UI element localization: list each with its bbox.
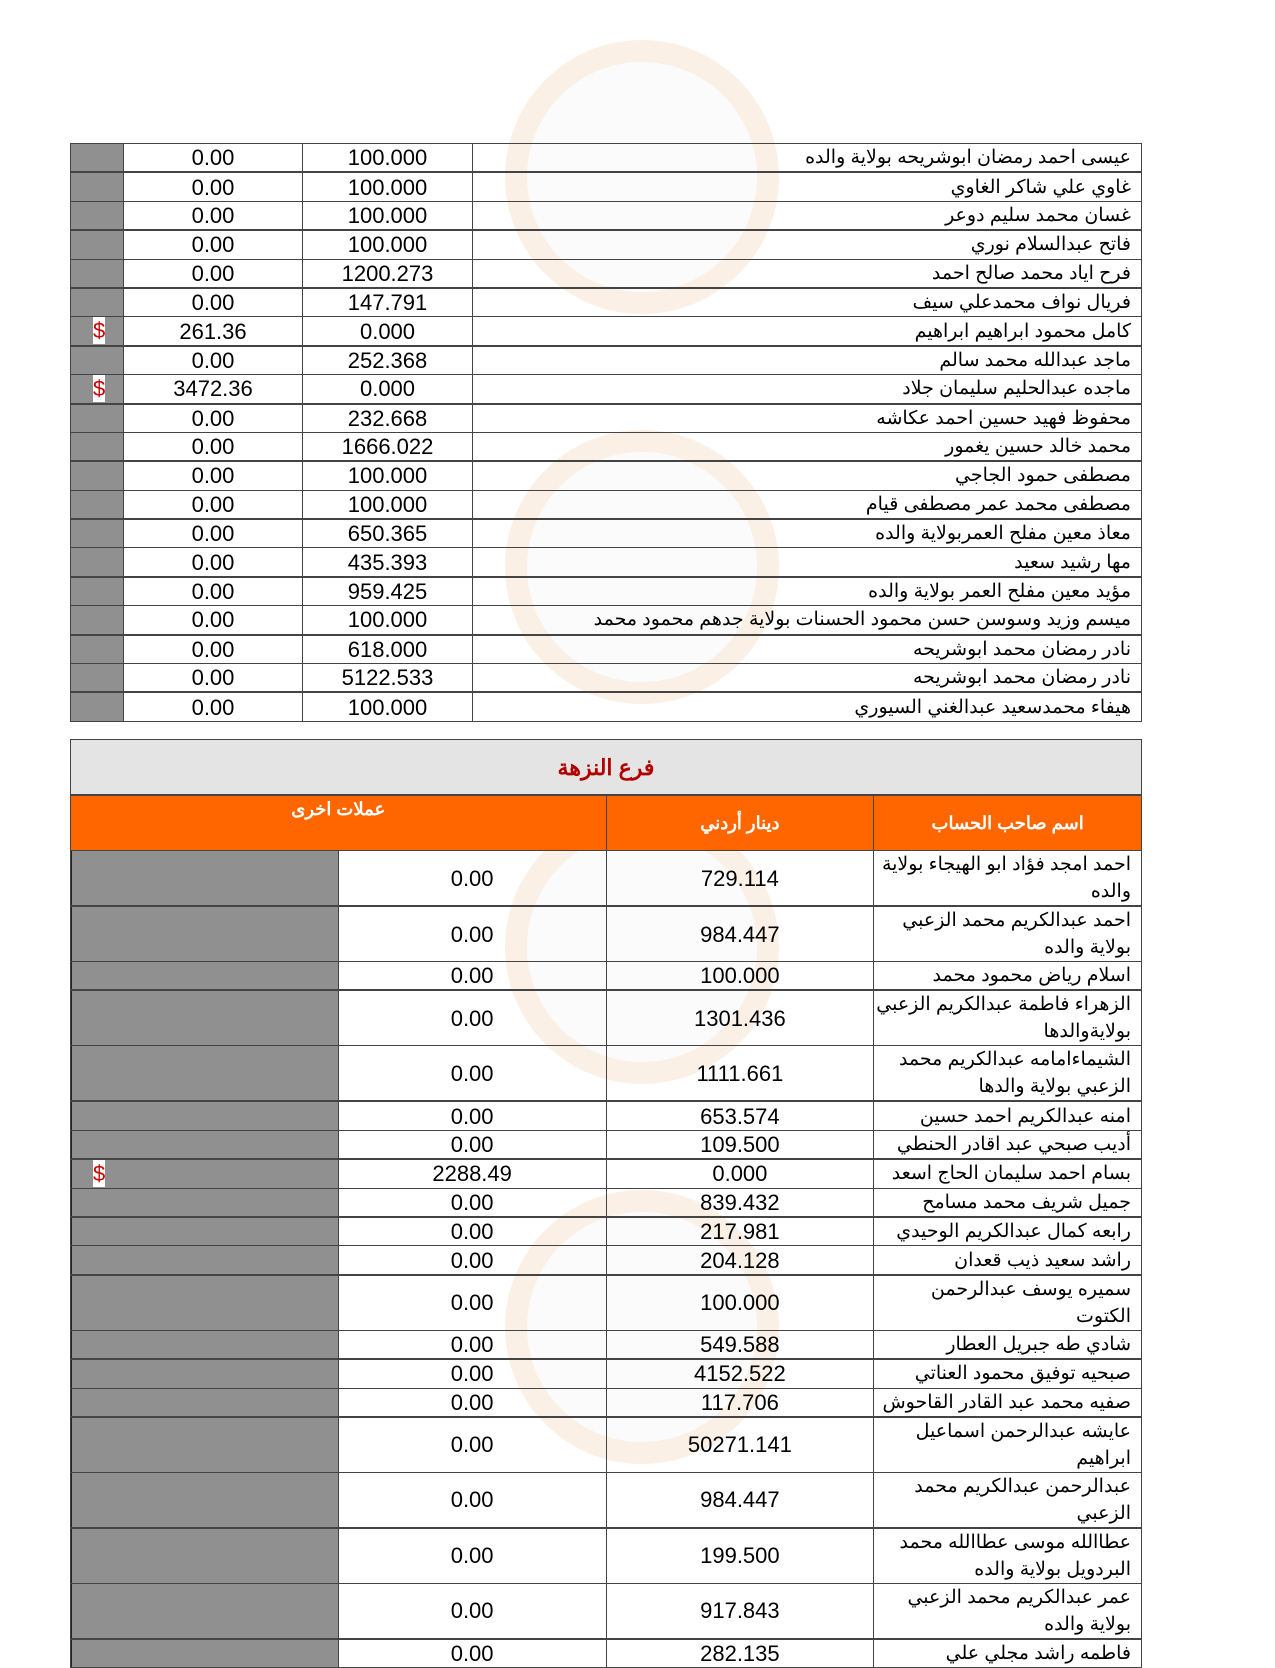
jod-amount: 653.574 xyxy=(606,1101,874,1130)
jod-amount: 984.447 xyxy=(606,1472,874,1528)
other-currency-amount: 261.36 xyxy=(124,317,303,346)
account-holder-name: مصطفى حمود الجاجي xyxy=(473,461,1142,490)
other-currency-amount: 0.00 xyxy=(124,664,303,693)
dollar-icon: $ xyxy=(93,376,106,402)
table-row xyxy=(71,1188,1142,1217)
accounts-table-1 xyxy=(70,143,1142,722)
row-marker xyxy=(71,288,124,317)
row-marker xyxy=(71,1130,339,1159)
jod-amount: 100.000 xyxy=(303,230,473,259)
other-currency-amount: 0.00 xyxy=(338,1528,606,1584)
table-row xyxy=(71,635,1142,664)
table-row xyxy=(71,519,1142,548)
account-holder-name: الشيماءامامه عبدالكريم محمد الزعبي بولاية والدها xyxy=(874,1046,1142,1102)
jod-amount: 4152.522 xyxy=(606,1359,874,1388)
jod-amount: 217.981 xyxy=(606,1217,874,1246)
table-row xyxy=(71,172,1142,201)
account-holder-name: جميل شريف محمد مسامح xyxy=(874,1188,1142,1217)
row-marker xyxy=(71,962,339,991)
jod-amount: 252.368 xyxy=(303,346,473,375)
account-holder-name: غسان محمد سليم دوعر xyxy=(473,201,1142,230)
account-holder-name: نادر رمضان محمد ابوشريحه xyxy=(473,635,1142,664)
table-row xyxy=(71,577,1142,606)
account-holder-name: رابعه كمال عبدالكريم الوحيدي xyxy=(874,1217,1142,1246)
row-marker xyxy=(71,906,339,962)
jod-amount: 282.135 xyxy=(606,1639,874,1668)
jod-amount: 147.791 xyxy=(303,288,473,317)
row-marker xyxy=(71,606,124,635)
row-marker xyxy=(71,432,124,461)
other-currency-amount: 0.00 xyxy=(338,962,606,991)
table-row xyxy=(71,1246,1142,1275)
row-marker xyxy=(71,144,124,173)
account-holder-name: راشد سعيد ذيب قعدان xyxy=(874,1246,1142,1275)
other-currency-amount: 0.00 xyxy=(338,1246,606,1275)
jod-amount: 618.000 xyxy=(303,635,473,664)
account-holder-name: عيسى احمد رمضان ابوشريحه بولاية والده xyxy=(473,144,1142,173)
table-row xyxy=(71,851,1142,907)
table-row xyxy=(71,962,1142,991)
jod-amount: 100.000 xyxy=(303,461,473,490)
table-row xyxy=(71,1359,1142,1388)
other-currency-amount: 0.00 xyxy=(124,144,303,173)
account-holder-name: نادر رمضان محمد ابوشريحه xyxy=(473,664,1142,693)
other-currency-amount: 0.00 xyxy=(338,1130,606,1159)
other-currency-amount: 0.00 xyxy=(338,1330,606,1359)
row-marker xyxy=(71,577,124,606)
row-marker xyxy=(71,201,124,230)
row-marker xyxy=(71,375,124,404)
table-row xyxy=(71,1130,1142,1159)
jod-amount: 1200.273 xyxy=(303,259,473,288)
account-holder-name: عمر عبدالكريم محمد الزعبي بولاية والده xyxy=(874,1583,1142,1639)
account-holder-name: شادي طه جبريل العطار xyxy=(874,1330,1142,1359)
account-holder-name: عايشه عبدالرحمن اسماعيل ابراهيم xyxy=(874,1417,1142,1473)
jod-amount: 199.500 xyxy=(606,1528,874,1584)
table-row xyxy=(71,548,1142,577)
row-marker xyxy=(71,1159,339,1188)
jod-amount: 204.128 xyxy=(606,1246,874,1275)
account-holder-name: سميره يوسف عبدالرحمن الكتوت xyxy=(874,1275,1142,1331)
table-row xyxy=(71,1472,1142,1528)
row-marker xyxy=(71,230,124,259)
header-account-name: اسم صاحب الحساب xyxy=(874,795,1142,851)
row-marker xyxy=(71,1101,339,1130)
table-row xyxy=(71,1388,1142,1417)
other-currency-amount: 0.00 xyxy=(124,577,303,606)
row-marker xyxy=(71,664,124,693)
table-row xyxy=(71,1583,1142,1639)
row-marker xyxy=(71,317,124,346)
jod-amount: 549.588 xyxy=(606,1330,874,1359)
row-marker xyxy=(71,1046,339,1102)
jod-amount: 117.706 xyxy=(606,1388,874,1417)
other-currency-amount: 0.00 xyxy=(124,635,303,664)
header-jod: دينار أردني xyxy=(606,795,874,851)
row-marker xyxy=(71,1275,339,1331)
other-currency-amount: 0.00 xyxy=(338,1275,606,1331)
row-marker xyxy=(71,1188,339,1217)
jod-amount: 1301.436 xyxy=(606,990,874,1046)
jod-amount: 232.668 xyxy=(303,404,473,433)
table-row xyxy=(71,432,1142,461)
table-row xyxy=(71,606,1142,635)
table-row xyxy=(71,461,1142,490)
table-row xyxy=(71,404,1142,433)
other-currency-amount: 0.00 xyxy=(124,692,303,721)
jod-amount: 917.843 xyxy=(606,1583,874,1639)
account-holder-name: مصطفى محمد عمر مصطفى قيام xyxy=(473,490,1142,519)
account-holder-name: كامل محمود ابراهيم ابراهيم xyxy=(473,317,1142,346)
other-currency-amount: 0.00 xyxy=(124,490,303,519)
jod-amount: 839.432 xyxy=(606,1188,874,1217)
jod-amount: 1111.661 xyxy=(606,1046,874,1102)
other-currency-amount: 0.00 xyxy=(124,346,303,375)
table-row xyxy=(71,664,1142,693)
table-row xyxy=(71,692,1142,721)
table-row xyxy=(71,1330,1142,1359)
jod-amount: 0.000 xyxy=(303,317,473,346)
account-holder-name: فاتح عبدالسلام نوري xyxy=(473,230,1142,259)
other-currency-amount: 0.00 xyxy=(124,606,303,635)
row-marker xyxy=(71,692,124,721)
account-holder-name: فريال نواف محمدعلي سيف xyxy=(473,288,1142,317)
other-currency-amount: 0.00 xyxy=(338,1101,606,1130)
account-holder-name: فرح اياد محمد صالح احمد xyxy=(473,259,1142,288)
other-currency-amount: 0.00 xyxy=(124,461,303,490)
account-holder-name: عطاالله موسى عطاالله محمد البردويل بولاية والده xyxy=(874,1528,1142,1584)
row-marker xyxy=(71,1528,339,1584)
other-currency-amount: 0.00 xyxy=(124,288,303,317)
row-marker xyxy=(71,990,339,1046)
row-marker xyxy=(71,1246,339,1275)
table-row xyxy=(71,1417,1142,1473)
account-holder-name: فاطمه راشد مجلي علي xyxy=(874,1639,1142,1668)
account-holder-name: اسلام رياض محمود محمد xyxy=(874,962,1142,991)
account-holder-name: مؤيد معين مفلح العمر بولاية والده xyxy=(473,577,1142,606)
row-marker xyxy=(71,1359,339,1388)
other-currency-amount: 3472.36 xyxy=(124,375,303,404)
account-holder-name: الزهراء فاطمة عبدالكريم الزعبي بولايةوالدها xyxy=(874,990,1142,1046)
jod-amount: 435.393 xyxy=(303,548,473,577)
other-currency-amount: 0.00 xyxy=(338,1639,606,1668)
table-row xyxy=(71,317,1142,346)
row-marker xyxy=(71,259,124,288)
account-holder-name: ماجد عبدالله محمد سالم xyxy=(473,346,1142,375)
table-row xyxy=(71,375,1142,404)
jod-amount: 0.000 xyxy=(303,375,473,404)
row-marker xyxy=(71,548,124,577)
table-row xyxy=(71,230,1142,259)
account-holder-name: صبحيه توفيق محمود العناتي xyxy=(874,1359,1142,1388)
table-row xyxy=(71,1046,1142,1102)
account-holder-name: بسام احمد سليمان الحاج اسعد xyxy=(874,1159,1142,1188)
account-holder-name: هيفاء محمدسعيد عبدالغني السيوري xyxy=(473,692,1142,721)
other-currency-amount: 0.00 xyxy=(124,259,303,288)
row-marker xyxy=(71,851,339,907)
other-currency-amount: 0.00 xyxy=(338,1388,606,1417)
accounts-table-nuzha xyxy=(70,739,1142,1668)
account-holder-name: أديب صبحي عبد اقادر الحنطي xyxy=(874,1130,1142,1159)
jod-amount: 100.000 xyxy=(303,490,473,519)
table-row xyxy=(71,1217,1142,1246)
other-currency-amount: 0.00 xyxy=(124,404,303,433)
jod-amount: 50271.141 xyxy=(606,1417,874,1473)
row-marker xyxy=(71,635,124,664)
jod-amount: 1666.022 xyxy=(303,432,473,461)
jod-amount: 100.000 xyxy=(606,962,874,991)
row-marker xyxy=(71,1472,339,1528)
dollar-icon: $ xyxy=(93,1161,106,1187)
table-row xyxy=(71,906,1142,962)
table-row xyxy=(71,1639,1142,1668)
account-holder-name: ميسم وزيد وسوسن حسن محمود الحسنات بولاية جدهم محمود محمد xyxy=(473,606,1142,635)
other-currency-amount: 0.00 xyxy=(338,990,606,1046)
other-currency-amount: 0.00 xyxy=(338,1046,606,1102)
other-currency-amount: 0.00 xyxy=(338,1188,606,1217)
other-currency-amount: 0.00 xyxy=(338,1417,606,1473)
row-marker xyxy=(71,346,124,375)
table-row xyxy=(71,1528,1142,1584)
other-currency-amount: 0.00 xyxy=(338,906,606,962)
other-currency-amount: 0.00 xyxy=(124,519,303,548)
account-holder-name: ماجده عبدالحليم سليمان جلاد xyxy=(473,375,1142,404)
table-row xyxy=(71,288,1142,317)
account-holder-name: صفيه محمد عبد القادر القاحوش xyxy=(874,1388,1142,1417)
row-marker xyxy=(71,1217,339,1246)
row-marker xyxy=(71,461,124,490)
table-row xyxy=(71,201,1142,230)
row-marker xyxy=(71,1330,339,1359)
table-row xyxy=(71,1101,1142,1130)
other-currency-amount: 0.00 xyxy=(124,201,303,230)
jod-amount: 100.000 xyxy=(303,606,473,635)
row-marker xyxy=(71,172,124,201)
other-currency-amount: 0.00 xyxy=(338,1583,606,1639)
jod-amount: 100.000 xyxy=(303,144,473,173)
table-row xyxy=(71,144,1142,173)
table-row xyxy=(71,990,1142,1046)
jod-amount: 984.447 xyxy=(606,906,874,962)
account-holder-name: محمد خالد حسين يغمور xyxy=(473,432,1142,461)
row-marker xyxy=(71,1583,339,1639)
account-holder-name: مها رشيد سعيد xyxy=(473,548,1142,577)
account-holder-name: غاوي علي شاكر الغاوي xyxy=(473,172,1142,201)
row-marker xyxy=(71,519,124,548)
other-currency-amount: 0.00 xyxy=(338,851,606,907)
row-marker xyxy=(71,490,124,519)
table-row xyxy=(71,1275,1142,1331)
account-holder-name: عبدالرحمن عبدالكريم محمد الزعبي xyxy=(874,1472,1142,1528)
row-marker xyxy=(71,1417,339,1473)
other-currency-amount: 0.00 xyxy=(338,1217,606,1246)
other-currency-amount: 0.00 xyxy=(338,1472,606,1528)
account-holder-name: احمد عبدالكريم محمد الزعبي بولاية والده xyxy=(874,906,1142,962)
branch-title: فرع النزهة xyxy=(71,740,1142,796)
row-marker xyxy=(71,404,124,433)
jod-amount: 0.000 xyxy=(606,1159,874,1188)
jod-amount: 729.114 xyxy=(606,851,874,907)
account-holder-name: احمد امجد فؤاد ابو الهيجاء بولاية والده xyxy=(874,851,1142,907)
table-row xyxy=(71,490,1142,519)
other-currency-amount: 0.00 xyxy=(124,172,303,201)
jod-amount: 959.425 xyxy=(303,577,473,606)
jod-amount: 100.000 xyxy=(303,172,473,201)
table-row xyxy=(71,259,1142,288)
table-row xyxy=(71,346,1142,375)
row-marker xyxy=(71,1639,339,1668)
account-holder-name: امنه عبدالكريم احمد حسين xyxy=(874,1101,1142,1130)
jod-amount: 100.000 xyxy=(606,1275,874,1331)
jod-amount: 109.500 xyxy=(606,1130,874,1159)
account-holder-name: معاذ معين مفلح العمربولاية والده xyxy=(473,519,1142,548)
jod-amount: 650.365 xyxy=(303,519,473,548)
other-currency-amount: 2288.49 xyxy=(338,1159,606,1188)
other-currency-amount: 0.00 xyxy=(124,230,303,259)
other-currency-amount: 0.00 xyxy=(124,548,303,577)
row-marker xyxy=(71,1388,339,1417)
table-row xyxy=(71,1159,1142,1188)
other-currency-amount: 0.00 xyxy=(338,1359,606,1388)
header-other-currencies: عملات اخرى xyxy=(71,795,607,851)
jod-amount: 5122.533 xyxy=(303,664,473,693)
account-holder-name: محفوظ فهيد حسين احمد عكاشه xyxy=(473,404,1142,433)
jod-amount: 100.000 xyxy=(303,201,473,230)
jod-amount: 100.000 xyxy=(303,692,473,721)
other-currency-amount: 0.00 xyxy=(124,432,303,461)
dollar-icon: $ xyxy=(93,318,106,344)
